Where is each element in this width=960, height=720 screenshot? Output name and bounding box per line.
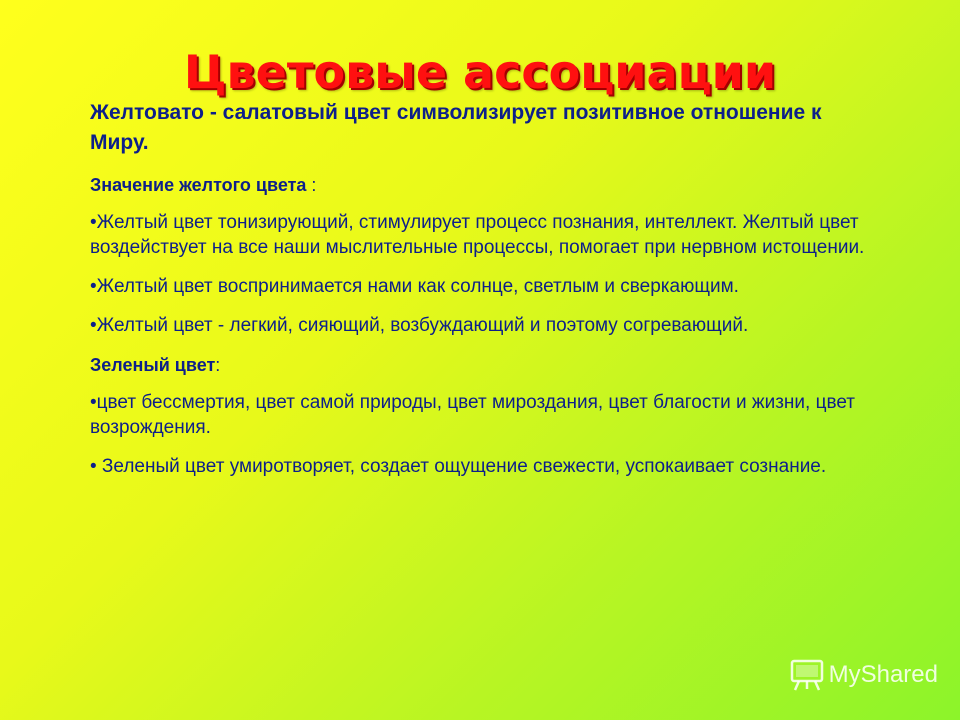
yellow-meaning-heading [90,172,880,198]
lead-statement: Желтовато - салатовый цвет символизирует позитивное отношение к Миру. [90,101,822,154]
yellow-meaning-colon: : [306,175,317,195]
yellow-meaning-label: Значение желтого цвета [90,175,307,195]
presentation-board-icon [789,658,825,692]
watermark [789,658,938,692]
green-meaning-colon: : [215,355,221,375]
yellow-bullet: •Желтый цвет - легкий, сияющий, возбуждающий и поэтому согревающий. [90,315,749,336]
yellow-bullet: •Желтый цвет тонизирующий, стимулирует процесс познания, интеллект. Желтый цвет воздействует на все наши мыслительные процессы, помогает при нервном истощении. [90,212,865,258]
watermark-text: MyShared [828,661,938,688]
slide-title: Цветовые ассоциации [183,45,777,99]
green-meaning-label: Зеленый цвет [90,355,216,375]
slide-body [90,98,880,493]
green-bullet: • Зеленый цвет умиротворяет, создает ощущение свежести, успокаивает сознание. [90,456,827,477]
green-meaning-heading [90,352,880,378]
yellow-bullet: •Желтый цвет воспринимается нами как солнце, светлым и сверкающим. [90,276,739,297]
green-bullet: •цвет бессмертия, цвет самой природы, цвет мироздания, цвет благости и жизни, цвет возрождения. [90,392,855,438]
